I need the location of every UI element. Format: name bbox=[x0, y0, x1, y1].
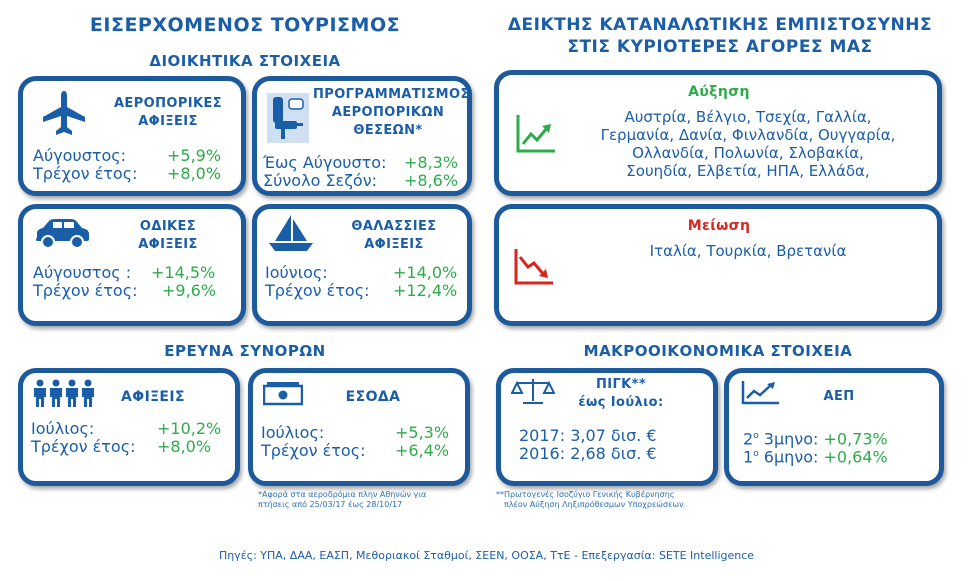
air-row2-label: Τρέχον έτος: bbox=[33, 164, 138, 183]
decrease-country-list bbox=[559, 242, 937, 260]
airplane-seat-icon bbox=[267, 93, 309, 143]
incoming-tourism-title: ΕΙΣΕΡΧΟΜΕΝΟΣ ΤΟΥΡΙΣΜΟΣ bbox=[89, 14, 401, 36]
seat-planning-card bbox=[252, 76, 472, 196]
gdp-row-h1 bbox=[743, 445, 888, 466]
road-row-august bbox=[33, 264, 243, 282]
border-arrivals-title: ΑΦΙΞΕΙΣ bbox=[121, 389, 185, 405]
increase-card bbox=[494, 70, 942, 196]
pigk-row-2017: 2017: 3,07 δισ. € bbox=[519, 426, 657, 445]
admin-data-title: ΔΙΟΙΚΗΤΙΚΑ ΣΤΟΙΧΕΙΑ bbox=[149, 52, 341, 70]
revenue-row-july bbox=[261, 424, 466, 442]
pigk-footnote bbox=[496, 490, 736, 510]
revenue-row2-label: Τρέχον έτος: bbox=[261, 441, 366, 460]
revenue-row1-label: Ιούλιος: bbox=[261, 423, 325, 442]
sailboat-icon bbox=[265, 213, 317, 253]
line-chart-icon bbox=[741, 379, 781, 405]
air-title-line1: ΑΕΡΟΠΟΡΙΚΕΣ bbox=[113, 96, 223, 111]
revenue-row-year bbox=[261, 442, 466, 460]
sea-row-june bbox=[265, 264, 470, 282]
border-arrivals-row2-value: +8,0% bbox=[157, 437, 212, 456]
decrease-title: Μείωση bbox=[687, 218, 751, 234]
airplane-icon bbox=[40, 89, 88, 137]
people-icon bbox=[33, 379, 99, 407]
border-arrivals-row1-label: Ιούλιος: bbox=[31, 419, 95, 438]
sources-line: Πηγές: ΥΠΑ, ΔΑΑ, ΕΑΣΠ, Μεθοριακοί Σταθμοί, ΣΕΕΝ, ΟΟΣΑ, ΤτΕ - Επεξεργασία: SETE Intelligence bbox=[218, 549, 755, 562]
consumer-confidence-title-line1: ΔΕΙΚΤΗΣ ΚΑΤΑΝΑΛΩΤΙΚΗΣ ΕΜΠΙΣΤΟΣΥΝΗΣ bbox=[507, 15, 933, 35]
sea-row1-label: Ιούνιος: bbox=[265, 263, 328, 282]
sea-row-year bbox=[265, 282, 470, 300]
seats-row-season bbox=[263, 172, 468, 190]
seats-row2-value: +8,6% bbox=[404, 171, 459, 190]
sea-title-line2: ΑΦΙΞΕΙΣ bbox=[364, 237, 424, 252]
trend-down-icon bbox=[513, 247, 555, 287]
border-survey-title: ΕΡΕΥΝΑ ΣΥΝΟΡΩΝ bbox=[164, 342, 326, 360]
increase-line3: Ολλανδία, Πολωνία, Σλοβακία, bbox=[632, 144, 864, 162]
consumer-confidence-title-line2: ΣΤΙΣ ΚΥΡΙΟΤΕΡΕΣ ΑΓΟΡΕΣ ΜΑΣ bbox=[567, 37, 873, 57]
seats-footnote-line1: *Αφορά στα αεροδρόμια πλην Αθηνών για bbox=[258, 490, 427, 499]
air-row-year bbox=[33, 165, 233, 183]
air-title-line2: ΑΦΙΞΕΙΣ bbox=[138, 114, 198, 129]
road-row2-label: Τρέχον έτος: bbox=[33, 281, 138, 300]
scale-icon bbox=[511, 377, 555, 405]
seats-title-line1: ΠΡΟΓΡΑΜΜΑΤΙΣΜΟΣ bbox=[313, 87, 470, 102]
macro-title: ΜΑΚΡΟΟΙΚΟΝΟΜΙΚΑ ΣΤΟΙΧΕΙΑ bbox=[583, 342, 853, 360]
gdp-title: ΑΕΠ bbox=[823, 389, 855, 404]
gdp-row1-prefix: 2 bbox=[743, 429, 754, 449]
primary-balance-title bbox=[561, 376, 681, 412]
road-row2-value: +9,6% bbox=[162, 281, 217, 300]
sea-title-line1: ΘΑΛΑΣΣΙΕΣ bbox=[351, 219, 437, 234]
increase-title: Αύξηση bbox=[688, 84, 750, 100]
sea-row1-value: +14,0% bbox=[393, 263, 458, 282]
revenue-row1-value: +5,3% bbox=[395, 423, 450, 442]
road-arrivals-card bbox=[18, 204, 246, 326]
seats-footnote-line2: πτήσεις από 25/03/17 έως 28/10/17 bbox=[258, 500, 403, 509]
sea-arrivals-card bbox=[252, 204, 472, 326]
gdp-row1-sup: ο bbox=[753, 431, 759, 441]
seats-footnote bbox=[258, 490, 468, 510]
seats-row2-label: Σύνολο Σεζόν: bbox=[263, 171, 378, 190]
car-icon bbox=[33, 219, 91, 249]
pigk-footnote-line1: **Πρωτογενές Ισοζύγιο Γενικής Κυβέρνησης bbox=[496, 490, 675, 499]
pigk-footnote-line2: πλέον Αύξηση Ληξιπρόθεσμων Υποχρεώσεων bbox=[504, 500, 684, 509]
increase-line1: Αυστρία, Βέλγιο, Τσεχία, Γαλλία, bbox=[624, 108, 872, 126]
road-title-line1: ΟΔΙΚΕΣ bbox=[139, 219, 197, 234]
gdp-row2-value: +0,64% bbox=[823, 447, 888, 467]
revenue-row2-value: +6,4% bbox=[395, 441, 450, 460]
air-row1-value: +5,9% bbox=[167, 146, 222, 165]
pigk-title-line1: ΠΙΓΚ** bbox=[595, 377, 647, 392]
road-row1-label: Αύγουστος : bbox=[33, 263, 132, 282]
banknote-icon bbox=[263, 381, 303, 407]
primary-balance-card bbox=[496, 368, 718, 486]
increase-line2: Γερμανία, Δανία, Φινλανδία, Ουγγαρία, bbox=[600, 126, 896, 144]
sea-row2-label: Τρέχον έτος: bbox=[265, 281, 370, 300]
seats-row-august bbox=[263, 154, 468, 172]
increase-line4: Σουηδία, Ελβετία, ΗΠΑ, Ελλάδα, bbox=[626, 162, 870, 180]
decrease-line1: Ιταλία, Τουρκία, Βρετανία bbox=[649, 242, 847, 260]
road-title-line2: ΑΦΙΞΕΙΣ bbox=[138, 237, 198, 252]
border-arrivals-row1-value: +10,2% bbox=[157, 419, 222, 438]
gdp-row2-label: 6μηνο: bbox=[758, 447, 819, 467]
increase-country-list bbox=[559, 108, 937, 180]
seats-row1-value: +8,3% bbox=[404, 153, 459, 172]
consumer-confidence-title bbox=[490, 14, 950, 58]
pigk-title-line2: έως Ιούλιο: bbox=[578, 395, 664, 410]
revenue-title: ΕΣΟΔΑ bbox=[345, 389, 401, 405]
seat-planning-title bbox=[313, 86, 470, 140]
gdp-row2-sup: ο bbox=[753, 449, 759, 459]
gdp-card bbox=[724, 368, 944, 486]
trend-up-icon bbox=[515, 113, 557, 155]
seats-title-line2: ΑΕΡΟΠΟΡΙΚΩΝ bbox=[331, 105, 445, 120]
pigk-row-2016: 2016: 2,68 δισ. € bbox=[519, 444, 657, 463]
road-row-year bbox=[33, 282, 243, 300]
sea-arrivals-title bbox=[319, 218, 469, 254]
air-row2-value: +8,0% bbox=[167, 164, 222, 183]
border-arrivals-card bbox=[18, 368, 240, 486]
border-arrivals-row-july bbox=[31, 420, 236, 438]
gdp-row2-prefix: 1 bbox=[743, 447, 754, 467]
decrease-card bbox=[494, 204, 942, 326]
air-row1-label: Αύγουστος: bbox=[33, 146, 127, 165]
seats-title-line3: ΘΕΣΕΩΝ* bbox=[353, 123, 423, 138]
border-arrivals-row2-label: Τρέχον έτος: bbox=[31, 437, 136, 456]
air-arrivals-card bbox=[18, 76, 246, 196]
border-arrivals-row-year bbox=[31, 438, 236, 456]
seats-row1-label: Έως Αύγουστο: bbox=[263, 153, 387, 172]
gdp-row1-value: +0,73% bbox=[823, 429, 888, 449]
air-arrivals-title bbox=[93, 95, 243, 131]
gdp-row1-label: 3μηνο: bbox=[758, 429, 819, 449]
revenue-card bbox=[248, 368, 470, 486]
sea-row2-value: +12,4% bbox=[393, 281, 458, 300]
road-row1-value: +14,5% bbox=[151, 263, 216, 282]
road-arrivals-title bbox=[93, 218, 243, 254]
air-row-august bbox=[33, 147, 233, 165]
